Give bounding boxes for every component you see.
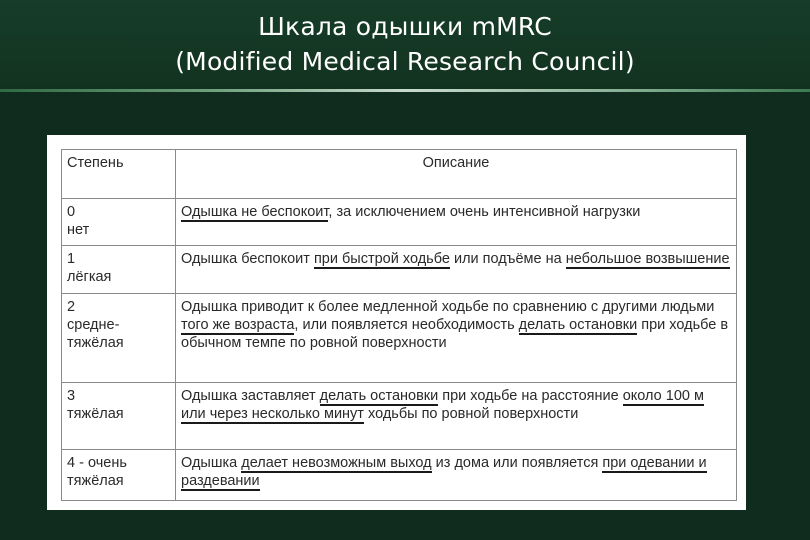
description-cell [176, 450, 737, 501]
underlined-phrase: около 100 м или через несколько минут [181, 388, 704, 422]
header-description: Описание [176, 150, 737, 199]
description-cell [176, 383, 737, 450]
description-text: , или появляется необходимость [294, 317, 519, 333]
description-text: или подъёме на [449, 251, 566, 267]
description-text: Одышка беспокоит [181, 251, 314, 267]
description-text: при ходьбе на расстояние [438, 388, 623, 404]
description-text: Одышка заставляет [181, 388, 320, 404]
grade-cell: 2 средне- тяжёлая [62, 294, 176, 383]
title-divider [0, 89, 810, 92]
grade-cell: 4 - очень тяжёлая [62, 450, 176, 501]
description-text: при ходьбе в обычном темпе по ровной поверхности [181, 317, 729, 351]
description-cell [176, 294, 737, 383]
table-row [62, 199, 737, 246]
description-text: из дома или появляется [431, 455, 603, 471]
table-row [62, 383, 737, 450]
header-grade: Степень [62, 150, 176, 199]
table-header-row [62, 150, 737, 199]
table-panel [47, 135, 746, 510]
underlined-phrase: при быстрой ходьбе [313, 251, 450, 267]
underlined-phrase: Одышка не беспокоит [181, 204, 329, 220]
grade-cell: 3 тяжёлая [62, 383, 176, 450]
slide-title: Шкала одышки mMRC [258, 12, 552, 41]
grade-cell: 0 нет [62, 199, 176, 246]
underlined-phrase: при одевании и раздевании [181, 455, 707, 489]
description-text: Одышка [181, 455, 242, 471]
underlined-phrase: того же возраста [181, 317, 295, 333]
table-row [62, 294, 737, 383]
underlined-phrase: делать остановки [319, 388, 439, 404]
table-row [62, 246, 737, 294]
mmrc-table [61, 149, 737, 501]
description-cell [176, 246, 737, 294]
title-area [0, 0, 810, 92]
table-row [62, 450, 737, 501]
slide-subtitle: (Modified Medical Research Council) [175, 47, 635, 76]
grade-cell: 1 лёгкая [62, 246, 176, 294]
underlined-phrase: делает невозможным выход [241, 455, 432, 471]
underlined-phrase: делать остановки [518, 317, 638, 333]
description-cell [176, 199, 737, 246]
underlined-phrase: небольшое возвышение [565, 251, 730, 267]
description-text: ходьбы по ровной поверхности [363, 406, 579, 422]
description-text: Одышка приводит к более медленной ходьбе по сравнению с другими людьми [181, 299, 715, 315]
description-text: , за исключением очень интенсивной нагрузки [328, 204, 641, 220]
